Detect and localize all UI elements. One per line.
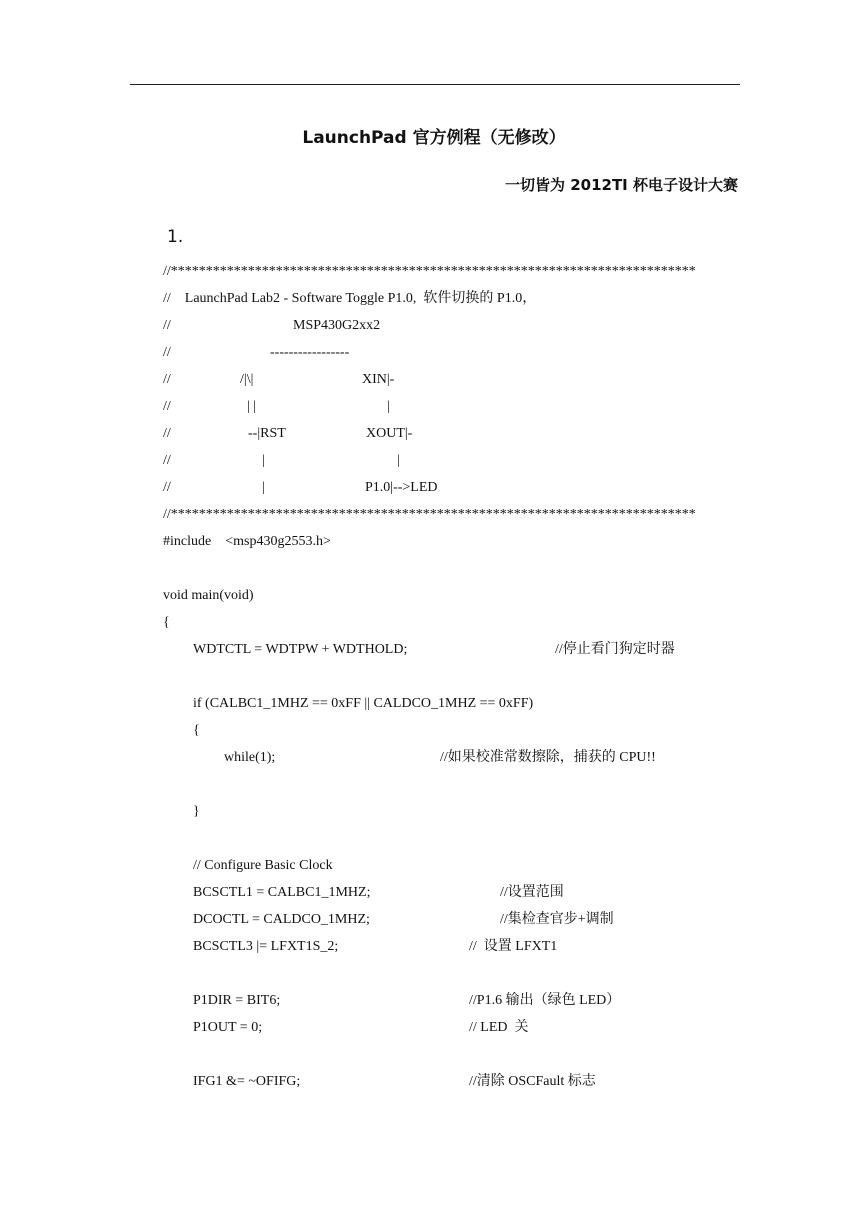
- code-statement: BCSCTL1 = CALBC1_1MHZ;: [193, 885, 371, 900]
- code-comment: //P1.6 输出（绿色 LED）: [469, 993, 621, 1008]
- diagram-pipe: |: [387, 399, 390, 414]
- header-rule: [130, 84, 740, 85]
- diagram-xin: XIN|-: [362, 372, 395, 387]
- code-statement: while(1);: [224, 750, 276, 765]
- code-comment: // LED 关: [469, 1020, 529, 1035]
- diagram-xout: XOUT|-: [366, 426, 413, 441]
- code-comment: // Configure Basic Clock: [193, 858, 333, 873]
- comment-slashes: //: [163, 426, 171, 441]
- diagram-pipe: |: [262, 480, 265, 495]
- code-comment: //如果校准常数擦除，捕获的 CPU!!: [440, 750, 656, 765]
- code-statement: WDTCTL = WDTPW + WDTHOLD;: [193, 642, 408, 657]
- if-statement: if (CALBC1_1MHZ == 0xFF || CALDCO_1MHZ == 0xFF): [193, 696, 534, 711]
- comment-slashes: //: [163, 372, 171, 387]
- code-statement: DCOCTL = CALDCO_1MHZ;: [193, 912, 370, 927]
- diagram-vcc: /|\|: [240, 372, 254, 387]
- comment-slashes: //: [163, 399, 171, 414]
- diagram-pipe: |: [397, 453, 400, 468]
- document-subtitle: 一切皆为 2012TI 杯电子设计大赛: [504, 176, 738, 194]
- code-statement: BCSCTL3 |= LFXT1S_2;: [193, 939, 339, 954]
- brace-open: {: [163, 615, 170, 630]
- diagram-pipes: | |: [247, 399, 257, 414]
- code-statement: P1OUT = 0;: [193, 1020, 263, 1035]
- code-statement: IFG1 &= ~OFIFG;: [193, 1074, 301, 1089]
- document-title: LaunchPad 官方例程（无修改）: [302, 128, 566, 148]
- diagram-led: P1.0|-->LED: [365, 480, 438, 495]
- diagram-pipe: |: [262, 453, 265, 468]
- comment-slashes: //: [163, 480, 171, 495]
- comment-slashes: //: [163, 453, 171, 468]
- code-comment: //设置范围: [500, 885, 564, 900]
- code-comment: //清除 OSCFault 标志: [469, 1074, 596, 1089]
- diagram-top-border: -----------------: [270, 345, 350, 360]
- include-line: #include <msp430g2553.h>: [163, 534, 331, 549]
- comment-stars-bottom: //***************************************************************************: [163, 507, 696, 522]
- code-statement: P1DIR = BIT6;: [193, 993, 281, 1008]
- section-number: 1.: [167, 227, 184, 247]
- comment-lab-title: // LaunchPad Lab2 - Software Toggle P1.0, 软件切换的 P1.0，: [163, 291, 537, 306]
- code-comment: // 设置 LFXT1: [469, 939, 558, 954]
- comment-slashes: //: [163, 345, 171, 360]
- diagram-rst: --|RST: [248, 426, 286, 441]
- diagram-chip-name: MSP430G2xx2: [293, 318, 381, 333]
- comment-slashes: //: [163, 318, 171, 333]
- brace-open: {: [193, 723, 200, 738]
- code-comment: //停止看门狗定时器: [555, 642, 675, 657]
- main-signature: void main(void): [163, 588, 254, 603]
- comment-stars-top: //***************************************************************************: [163, 264, 696, 279]
- brace-close: }: [193, 804, 200, 819]
- code-comment: //集检查官步+调制: [500, 912, 614, 927]
